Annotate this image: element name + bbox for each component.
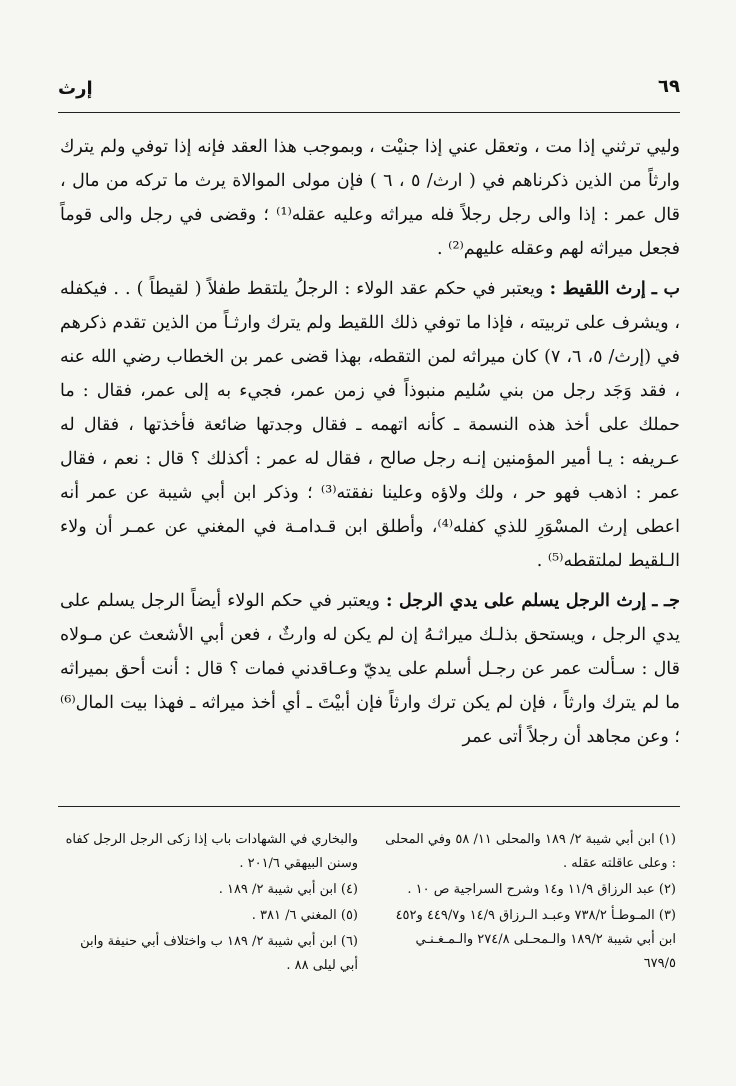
footnote-3-continued: والبخاري في الشهادات باب إذا زكى الرجل الرجل كفاه وسنن البيهقي ٢٠١/٦ . <box>65 832 358 871</box>
intro-text: وليي ترثني إذا مت ، وتعقل عني إذا جنيْت ، وبموجب هذا العقد فإنه إذا توفي ولم يترك وارثاً من الذين ذكرناهم في ( ارث/ ٥ ، ٦ ) فإن مولى الموالاة يرث ما تركه من مال ، قال عمر : إذا والى رجل رجلاً فله ميراثه وعليه عقله⁽¹⁾ ؛ وقضى في رجل والى قوماً فجعل ميراثه لهم وعقله عليهم⁽²⁾ . <box>60 137 680 259</box>
section-b-text: ويعتبر في حكم عقد الولاء : الرجلُ يلتقط طفلاً ( لقيطاً ) . . فيكفله ، ويشرف على تربيته ، فإذا ما توفي ذلك اللقيط ولم يترك وارثـاً من الذين تقدم ذكرهم في (إرث/ ٥، ٦، ٧) كان ميراثه لمن التقطه، بهذا قضى عمر بن الخطاب رضي الله عنه ، فقد وَجَد رجل من بني سُليم منبوذاً في زمن عمر، فجيء به إلى عمر، فقال : ما حملك على أخذ هذه النسمة ـ كأنه اتهمه ـ فقال وجدتها ضائعة فأخذتها ، فقال له عـريفه : يـا أمير المؤمنين إنـه رجل صالح ، فقال له عمر : أكذلك ؟ قال : نعم ، فقال عمر : اذهب فهو حر ، ولك ولاؤه وعلينا نفقته⁽³⁾ ؛ وذكر ابن أبي شيبة عن عمر أنه اعطى إرث المسْوَرِ للذي كفله⁽⁴⁾، وأطلق ابن قـدامـة في المغني عن عمـر أن ولاء الـلقيط لملتقطه⁽⁵⁾ . <box>60 279 681 571</box>
section-j-mark: جـ ـ <box>652 591 680 611</box>
footnotes-right-column <box>380 828 676 978</box>
page-header <box>58 76 680 113</box>
footnote-divider <box>58 806 680 807</box>
intro-paragraph <box>60 130 680 266</box>
section-b-mark: ب ـ <box>651 279 680 299</box>
footnotes-left-column <box>62 828 358 980</box>
main-text <box>60 130 680 754</box>
section-j-paragraph <box>60 584 680 754</box>
footnote-3: (٣) المـوطـأ ٧٣٨/٢ وعبـد الـرزاق ١٤/٩ و٤٤٩/٧ و٤٥٢ ابن أبي شيبة ١٨٩/٢ والـمحـلى ٢٧٤/٨ والـمـغـنـي ٦٧٩/٥ <box>395 908 676 971</box>
footnote-1: (١) ابن أبي شيبة ٢/ ١٨٩ والمحلى ١١/ ٥٨ وفي المحلى : وعلى عاقلته عقله . <box>385 832 676 871</box>
footnote-4: (٤) ابن أبي شيبة ٢/ ١٨٩ . <box>218 882 358 897</box>
footnote-2: (٢) عبد الرزاق ١١/٩ و١٤ وشرح السراجية ص ١٠ . <box>407 882 676 897</box>
section-j-text: ويعتبر في حكم الولاء أيضاً الرجل يسلم على يدي الرجل ، ويستحق بذلـك ميراثـهُ إن لم يكن له وارثٌ ، فعن أبي الأشعث عن مـولاه قال : سـألت عمر عن رجـل أسلم على يديّ وعـاقدني فمات ؟ قال : أنت أحق بميراثه ما لم يترك وارثاً ، فإن لم يكن ترك وارثاً فإن أبيْتَ ـ أي أخذ ميراثه ـ فهذا بيت المال⁽⁶⁾ ؛ وعن مجاهد أن رجلاً أتى عمر <box>60 591 680 747</box>
section-b-paragraph <box>60 272 680 578</box>
section-j-heading: إرث الرجل يسلم على يدي الرجل : <box>386 591 647 611</box>
footnote-6: (٦) ابن أبي شيبة ٢/ ١٨٩ ب واختلاف أبي حنيفة وابن أبي ليلى ٨٨ . <box>80 934 358 973</box>
running-title: إرث <box>58 78 93 99</box>
section-b-heading: إرث اللقيط : <box>549 279 646 299</box>
page-number: ٦٩ <box>658 76 680 97</box>
footnote-5: (٥) المغني ٦/ ٣٨١ . <box>251 908 358 923</box>
